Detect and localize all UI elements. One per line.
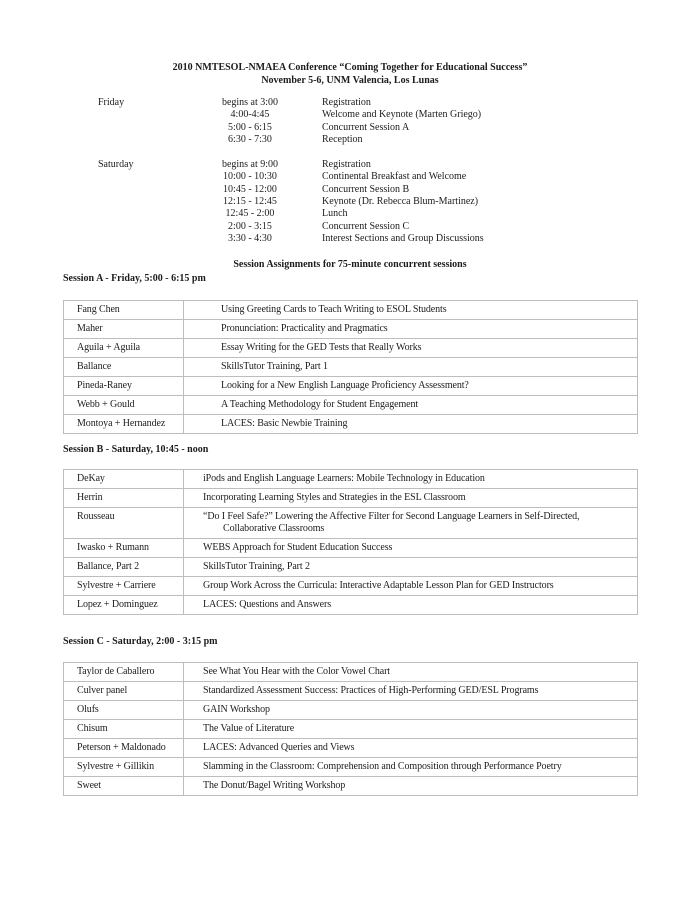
title-cell: LACES: Basic Newbie Training: [184, 415, 638, 434]
table-row: [64, 758, 638, 777]
presenter-cell: Sylvestre + Carriere: [64, 577, 184, 596]
schedule-time: 3:30 - 4:30: [228, 233, 272, 245]
schedule-line: [0, 109, 700, 121]
session-b-heading: Session B - Saturday, 10:45 - noon: [63, 444, 209, 455]
title-cell: Using Greeting Cards to Teach Writing to ESOL Students: [184, 301, 638, 320]
schedule-time: 4:00-4:45: [230, 109, 270, 121]
title-cell: Incorporating Learning Styles and Strategies in the ESL Classroom: [184, 489, 638, 508]
table-row: [64, 682, 638, 701]
presenter-cell: Lopez + Dominguez: [64, 596, 184, 615]
schedule-event: Concurrent Session C: [322, 220, 410, 232]
schedule-event: Welcome and Keynote (Marten Griego): [322, 109, 482, 121]
table-row: [64, 339, 638, 358]
title-cell: GAIN Workshop: [184, 701, 638, 720]
day-label: [98, 221, 202, 233]
title-cell: Essay Writing for the GED Tests that Really Works: [184, 339, 638, 358]
title-cell: Looking for a New English Language Proficiency Assessment?: [184, 377, 638, 396]
conference-title: 2010 NMTESOL-NMAEA Conference “Coming Together for Educational Success”: [172, 62, 528, 73]
title-cell: Standardized Assessment Success: Practices of High-Performing GED/ESL Programs: [184, 682, 638, 701]
schedule-event: Reception: [322, 134, 363, 146]
day-label: Friday: [98, 97, 125, 108]
day-label: Saturday: [98, 159, 134, 170]
presenter-cell: Pineda-Raney: [64, 377, 184, 396]
schedule-line: [0, 233, 700, 245]
presenter-cell: Webb + Gould: [64, 396, 184, 415]
schedule-time: begins at 3:00: [221, 97, 279, 108]
table-row: [64, 396, 638, 415]
title-cell: “Do I Feel Safe?” Lowering the Affective Filter for Second Language Learners in Self-Directed, Collaborative Classrooms: [184, 508, 638, 539]
table-row: [64, 777, 638, 796]
conference-subtitle: November 5-6, UNM Valencia, Los Lunas: [261, 74, 439, 86]
presenter-cell: Iwasko + Rumann: [64, 539, 184, 558]
schedule-time: 10:45 - 12:00: [223, 183, 277, 195]
day-label: [98, 109, 202, 121]
assignments-heading: Session Assignments for 75-minute concurrent sessions: [233, 259, 467, 270]
schedule-event: Concurrent Session A: [322, 121, 410, 133]
title-cell: A Teaching Methodology for Student Engagement: [184, 396, 638, 415]
day-label: [98, 184, 202, 196]
schedule-line: [0, 122, 700, 134]
table-row: [64, 663, 638, 682]
title-cell: Group Work Across the Curricula: Interactive Adaptable Lesson Plan for GED Instructors: [184, 577, 638, 596]
table-row: [64, 720, 638, 739]
presenter-cell: Sylvestre + Gillikin: [64, 758, 184, 777]
schedule-event: Concurrent Session B: [322, 183, 410, 195]
schedule-event: Continental Breakfast and Welcome: [322, 171, 467, 183]
presenter-cell: DeKay: [64, 470, 184, 489]
table-row: [64, 470, 638, 489]
schedule-time: 5:00 - 6:15: [228, 121, 272, 133]
presenter-cell: Maher: [64, 320, 184, 339]
schedule-event: Registration: [322, 159, 371, 170]
document-title: [0, 62, 700, 87]
session-c-table: [63, 662, 638, 796]
schedule-line: [0, 97, 700, 109]
day-label: [98, 134, 202, 146]
schedule-event: Lunch: [322, 208, 348, 220]
session-b-table: [63, 469, 638, 615]
table-row: [64, 320, 638, 339]
saturday-schedule: [0, 159, 700, 245]
table-row: [64, 701, 638, 720]
table-row: [64, 489, 638, 508]
title-cell: See What You Hear with the Color Vowel Chart: [184, 663, 638, 682]
presenter-cell: Peterson + Maldonado: [64, 739, 184, 758]
schedule-line: [0, 208, 700, 220]
presenter-cell: Ballance: [64, 358, 184, 377]
table-row: [64, 577, 638, 596]
session-a-heading: Session A - Friday, 5:00 - 6:15 pm: [63, 273, 206, 284]
title-cell: The Value of Literature: [184, 720, 638, 739]
table-row: [64, 358, 638, 377]
session-a-table: [63, 300, 638, 434]
schedule-line: [0, 159, 700, 171]
presenter-cell: Culver panel: [64, 682, 184, 701]
title-cell: WEBS Approach for Student Education Success: [184, 539, 638, 558]
table-row: [64, 739, 638, 758]
title-cell: Pronunciation: Practicality and Pragmatics: [184, 320, 638, 339]
table-row: [64, 539, 638, 558]
table-row: [64, 558, 638, 577]
table-row: [64, 301, 638, 320]
presenter-cell: Montoya + Hernandez: [64, 415, 184, 434]
schedule-line: [0, 134, 700, 146]
table-row: [64, 377, 638, 396]
schedule-time: 12:45 - 2:00: [225, 208, 275, 220]
title-cell: LACES: Questions and Answers: [184, 596, 638, 615]
day-label: [98, 208, 202, 220]
schedule-time: begins at 9:00: [221, 159, 279, 170]
title-cell: SkillsTutor Training, Part 1: [184, 358, 638, 377]
presenter-cell: Taylor de Caballero: [64, 663, 184, 682]
table-row: [64, 596, 638, 615]
presenter-cell: Olufs: [64, 701, 184, 720]
schedule-event: Interest Sections and Group Discussions: [322, 233, 484, 245]
presenter-cell: Sweet: [64, 777, 184, 796]
title-cell: Slamming in the Classroom: Comprehension and Composition through Performance Poetry: [184, 758, 638, 777]
title-cell: iPods and English Language Learners: Mobile Technology in Education: [184, 470, 638, 489]
schedule-time: 12:15 - 12:45: [223, 196, 277, 208]
day-label: [98, 233, 202, 245]
schedule-line: [0, 221, 700, 233]
day-label: [98, 196, 202, 208]
day-label: [98, 171, 202, 183]
schedule-time: 2:00 - 3:15: [228, 220, 272, 232]
title-cell: LACES: Advanced Queries and Views: [184, 739, 638, 758]
presenter-cell: Chisum: [64, 720, 184, 739]
presenter-cell: Ballance, Part 2: [64, 558, 184, 577]
schedule-line: [0, 171, 700, 183]
session-c-heading: Session C - Saturday, 2:00 - 3:15 pm: [63, 636, 218, 647]
table-row: [64, 415, 638, 434]
schedule-line: [0, 184, 700, 196]
presenter-cell: Fang Chen: [64, 301, 184, 320]
presenter-cell: Aguila + Aguila: [64, 339, 184, 358]
title-cell: SkillsTutor Training, Part 2: [184, 558, 638, 577]
friday-schedule: [0, 97, 700, 146]
presenter-cell: Herrin: [64, 489, 184, 508]
schedule-time: 10:00 - 10:30: [223, 171, 277, 183]
schedule-time: 6:30 - 7:30: [228, 134, 272, 146]
presenter-cell: Rousseau: [64, 508, 184, 539]
day-label: [98, 122, 202, 134]
table-row: [64, 508, 638, 539]
title-cell: The Donut/Bagel Writing Workshop: [184, 777, 638, 796]
schedule-line: [0, 196, 700, 208]
schedule-event: Registration: [322, 97, 371, 108]
schedule-event: Keynote (Dr. Rebecca Blum-Martinez): [322, 196, 479, 208]
